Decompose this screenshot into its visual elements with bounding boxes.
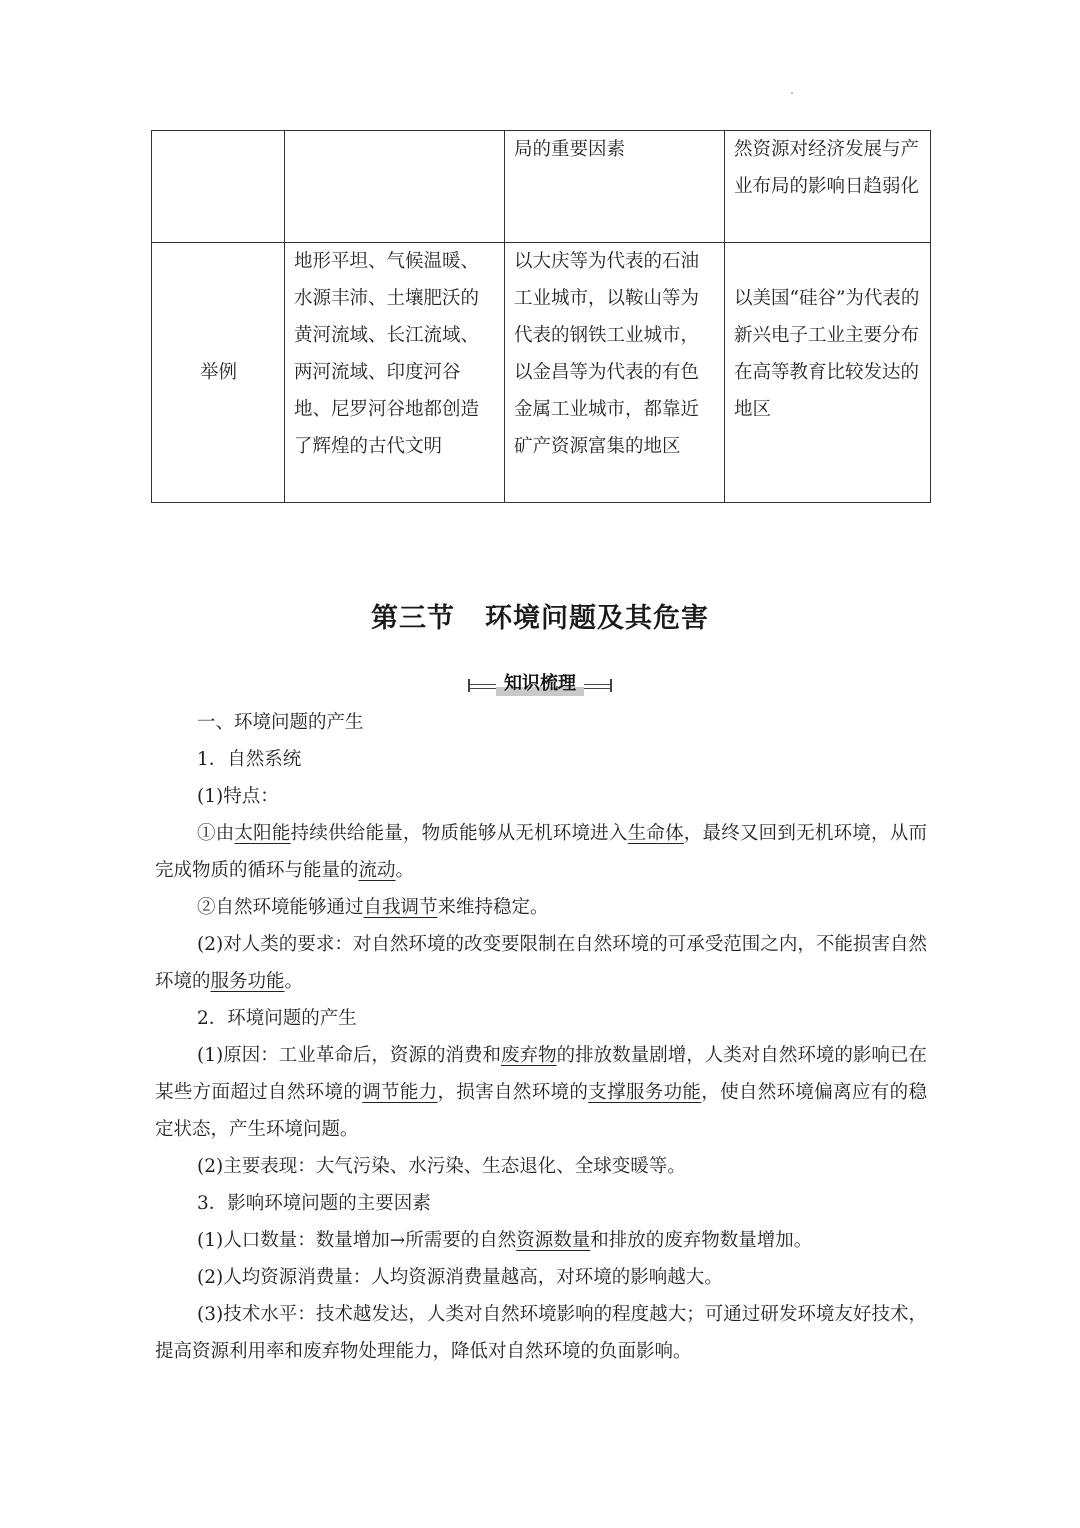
table-cell [285,131,505,243]
cell-text: 然资源对经济发展与产业布局的影响日趋弱化 [734,139,920,197]
subheading-2: 2．环境问题的产生 [197,1008,357,1029]
subheading-1: 1．自然系统 [197,749,302,770]
table-row [152,131,931,243]
knowledge-badge [468,672,612,698]
table-cell [505,131,725,243]
table-cell [505,243,725,503]
badge-label: 知识梳理 [496,672,584,696]
row-label: 举例 [152,243,285,503]
answer-blank: 服务功能 [210,971,285,992]
table-cell [725,243,931,503]
section-number: 第三节 [371,603,455,634]
section-heading: 环境问题及其危害 [485,603,709,634]
cell-text: 局的重要因素 [514,139,626,160]
paragraph: (2)对人类的要求：对自然环境的改变要限制在自然环境的可承受范围之内，不能损害自然环境的服务功能。 [155,934,927,992]
subheading-1-1: (1)特点： [197,786,279,807]
table-cell [725,131,931,243]
heading-1: 一、环境问题的产生 [197,712,364,733]
answer-blank: 调节能力 [362,1082,438,1103]
answer-blank: 生命体 [627,823,684,844]
answer-blank: 资源数量 [516,1230,591,1251]
paragraph: ②自然环境能够通过自我调节来维持稳定。 [197,897,549,918]
answer-blank: 流动 [358,860,396,881]
subheading-3: 3．影响环境问题的主要因素 [197,1193,431,1214]
answer-blank: 废弃物 [501,1045,557,1066]
cell-text: 地形平坦、气候温暖、水源丰沛、土壤肥沃的黄河流域、长江流域、两河流域、印度河谷地、尼罗河谷地都创造了辉煌的古代文明 [294,251,480,457]
table-cell [285,243,505,503]
table-cell [152,131,285,243]
answer-blank: 支撑服务功能 [588,1082,702,1103]
answer-blank: 自我调节 [363,897,438,918]
answer-blank: 太阳能 [234,823,291,844]
section-title [0,596,1080,635]
paragraph: (2)人均资源消费量：人均资源消费量越高，对环境的影响越大。 [197,1267,723,1288]
paragraph: (1)原因：工业革命后，资源的消费和废弃物的排放数量剧增，人类对自然环境的影响已在某些方面超过自然环境的调节能力，损害自然环境的支撑服务功能，使自然环境偏离应有的稳定状态，产生环境问题。 [155,1045,927,1140]
paragraph: (1)人口数量：数量增加→所需要的自然资源数量和排放的废弃物数量增加。 [197,1230,813,1251]
cell-text: 以美国“硅谷”为代表的新兴电子工业主要分布在高等教育比较发达的地区 [734,288,920,420]
cell-text: 以大庆等为代表的石油工业城市，以鞍山等为代表的钢铁工业城市，以金昌等为代表的有色金属工业城市，都靠近矿产资源富集的地区 [514,251,700,457]
paragraph: (2)主要表现：大气污染、水污染、生态退化、全球变暖等。 [197,1156,686,1177]
scan-speck [791,92,793,94]
table-row [152,243,931,503]
paragraph: ①由太阳能持续供给能量，物质能够从无机环境进入生命体，最终又回到无机环境，从而完成物质的循环与能量的流动。 [155,823,927,881]
comparison-table [151,130,931,503]
paragraph: (3)技术水平：技术越发达，人类对自然环境影响的程度越大；可通过研发环境友好技术，提高资源利用率和废弃物处理能力，降低对自然环境的负面影响。 [155,1304,927,1362]
body-text [155,704,927,1370]
